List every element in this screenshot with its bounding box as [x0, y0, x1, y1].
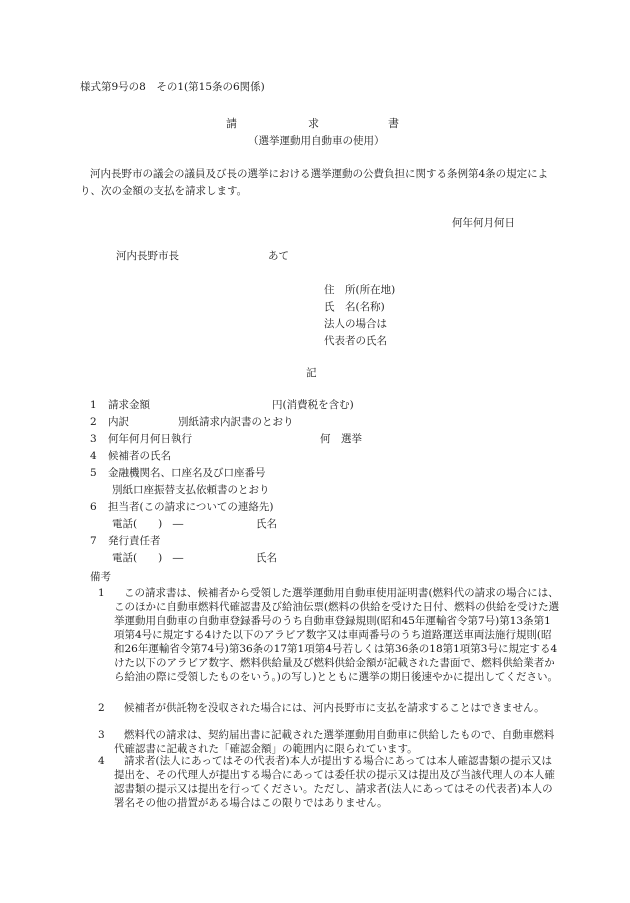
addressee-name: 河内長野市長 — [116, 250, 179, 262]
title-char-3: 書 — [388, 117, 399, 130]
note-text: この請求書は、候補者から受領した選挙運動用自動車使用証明書(燃料代の請求の場合には、このほかに自動車燃料代確認書及び給油伝票(燃料の供給を受けた日付、燃料の供給を受けた選挙運動用自動車の自動車登録番号のうち自動車登録規則(昭和45年運輸省令第7号)第13条第1項第4号に規定する4けた以下のアラビア数字又は車両番号のうち道路運送車両法施行規則(昭和26年運輸省令第74号)第36条の17第1項第4号若しくは第36条の18第1項第3号に規定する4けた以下のアラビア数字、燃料供給量及び燃料供給金額が記載された書面で、燃料供給業者から給油の際に受領したものをいう。)の写し)とともに選挙の期日後速やかに提出してください。 — [114, 587, 560, 683]
document-subtitle: （選挙運動用自動車の使用） — [248, 135, 385, 147]
item-label: 候補者の氏名 — [108, 450, 171, 462]
applicant-corporate-note: 法人の場合は — [324, 318, 387, 330]
item-label: 金融機関名、口座名及び口座番号 — [108, 467, 266, 479]
item-number: 7 — [90, 535, 97, 547]
item-3 — [90, 432, 192, 448]
note-2 — [98, 702, 560, 716]
note-number: 4 — [98, 755, 105, 767]
item-number: 2 — [90, 416, 97, 428]
item-label: 内訳 — [108, 416, 129, 428]
item-1 — [90, 398, 150, 414]
note-1 — [98, 587, 560, 685]
item-1-value: 円(消費税を含む) — [272, 399, 354, 411]
item-number: 1 — [90, 399, 97, 411]
note-4 — [98, 755, 560, 811]
date-line: 何年何月何日 — [452, 217, 515, 229]
item-number: 6 — [90, 501, 97, 513]
item-6 — [90, 500, 273, 516]
item-label: 請求金額 — [108, 399, 150, 411]
item-2 — [90, 415, 129, 431]
item-label: 発行責任者 — [108, 535, 161, 547]
title-char-1: 請 — [226, 117, 237, 130]
item-label: 何年何月何日執行 — [108, 433, 192, 445]
note-text: 燃料代の請求は、契約届出書に記載された選挙運動用自動車に供給したもので、自動車燃料代確認書に記載された「確認金額」の範囲内に限られています。 — [114, 729, 555, 755]
addressee-suffix: あて — [268, 250, 289, 262]
item-5 — [90, 466, 266, 482]
applicant-representative-label: 代表者の氏名 — [324, 335, 387, 347]
note-text: 候補者が供託物を没収された場合には、河内長野市に支払を請求することはできません。 — [124, 702, 545, 714]
ki-heading: 記 — [306, 367, 317, 379]
item-number: 4 — [90, 450, 97, 462]
applicant-name-label: 氏 名(名称) — [324, 301, 385, 313]
item-7-name-label: 氏名 — [256, 552, 277, 564]
note-3 — [98, 729, 560, 757]
note-number: 2 — [98, 702, 105, 714]
applicant-address-label: 住 所(所在地) — [324, 284, 396, 296]
note-number: 3 — [98, 729, 105, 741]
item-4 — [90, 449, 171, 465]
note-text: 請求者(法人にあってはその代表者)本人が提出する場合にあっては本人確認書類の提示又は提出を、その代理人が提出する場合にあっては委任状の提示又は提出及び当該代理人の本人確認書類の提示又は提出を行ってください。ただし、請求者(法人にあってはその代表者)本人の署名その他の措置がある場合はこの限りではありません。 — [114, 755, 555, 809]
form-number: 様式第9号の8 その1(第15条の6関係) — [80, 81, 265, 93]
item-6-name-label: 氏名 — [256, 518, 277, 530]
body-paragraph: 河内長野市の議会の議員及び長の選挙における選挙運動の公費負担に関する条例第4条の規定により、次の金額の支払を請求します。 — [80, 168, 549, 197]
item-3-value: 何 選挙 — [320, 433, 362, 445]
note-number: 1 — [98, 587, 105, 599]
item-label: 担当者(この請求についての連絡先) — [108, 501, 274, 513]
item-7-phone: 電話( ) ― — [112, 552, 184, 564]
item-number: 5 — [90, 467, 97, 479]
notes-heading: 備考 — [90, 571, 111, 583]
item-6-phone: 電話( ) ― — [112, 518, 184, 530]
item-number: 3 — [90, 433, 97, 445]
item-2-value: 別紙請求内訳書のとおり — [178, 416, 294, 428]
item-7 — [90, 534, 161, 550]
item-5-sub: 別紙口座振替支払依頼書のとおり — [112, 484, 270, 496]
title-char-2: 求 — [308, 117, 319, 130]
